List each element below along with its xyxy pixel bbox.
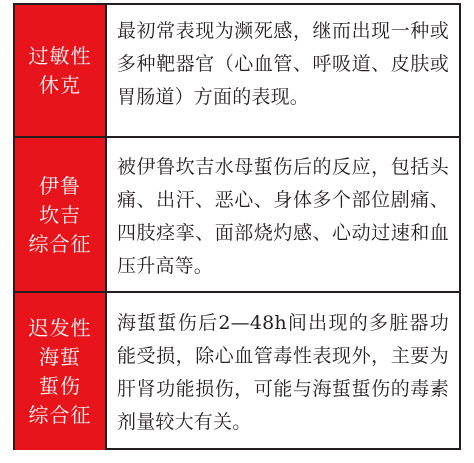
row-description: 海蜇蜇伤后2—48h间出现的多脏器功能受损，除心血管毒性表现外，主要为肝肾功能损伤，可能与海蜇蜇伤的毒素剂量较大有关。 <box>117 312 449 433</box>
row-label-cell <box>15 293 107 450</box>
row-label: 过敏性 休克 <box>28 43 92 97</box>
table-row <box>15 136 459 293</box>
symptom-table <box>13 3 461 450</box>
table-row <box>15 5 459 136</box>
row-description: 最初常表现为濒死感，继而出现一种或多种靶器官（心血管、呼吸道、皮肤或胃肠道）方面的表现。 <box>117 20 449 108</box>
row-label: 伊鲁 坎吉 综合征 <box>28 174 92 256</box>
row-label-cell <box>15 5 107 136</box>
row-label-cell <box>15 138 107 293</box>
row-label: 迟发性 海蜇 蜇伤 综合征 <box>28 315 92 427</box>
row-description-cell <box>107 293 459 450</box>
row-description-cell <box>107 5 459 136</box>
row-description: 被伊鲁坎吉水母蜇伤后的反应，包括头痛、出汗、恶心、身体多个部位剧痛、四肢痉挛、面部烧灼感、心动过速和血压升高等。 <box>117 156 449 277</box>
row-description-cell <box>107 138 459 293</box>
table-row <box>15 291 459 450</box>
